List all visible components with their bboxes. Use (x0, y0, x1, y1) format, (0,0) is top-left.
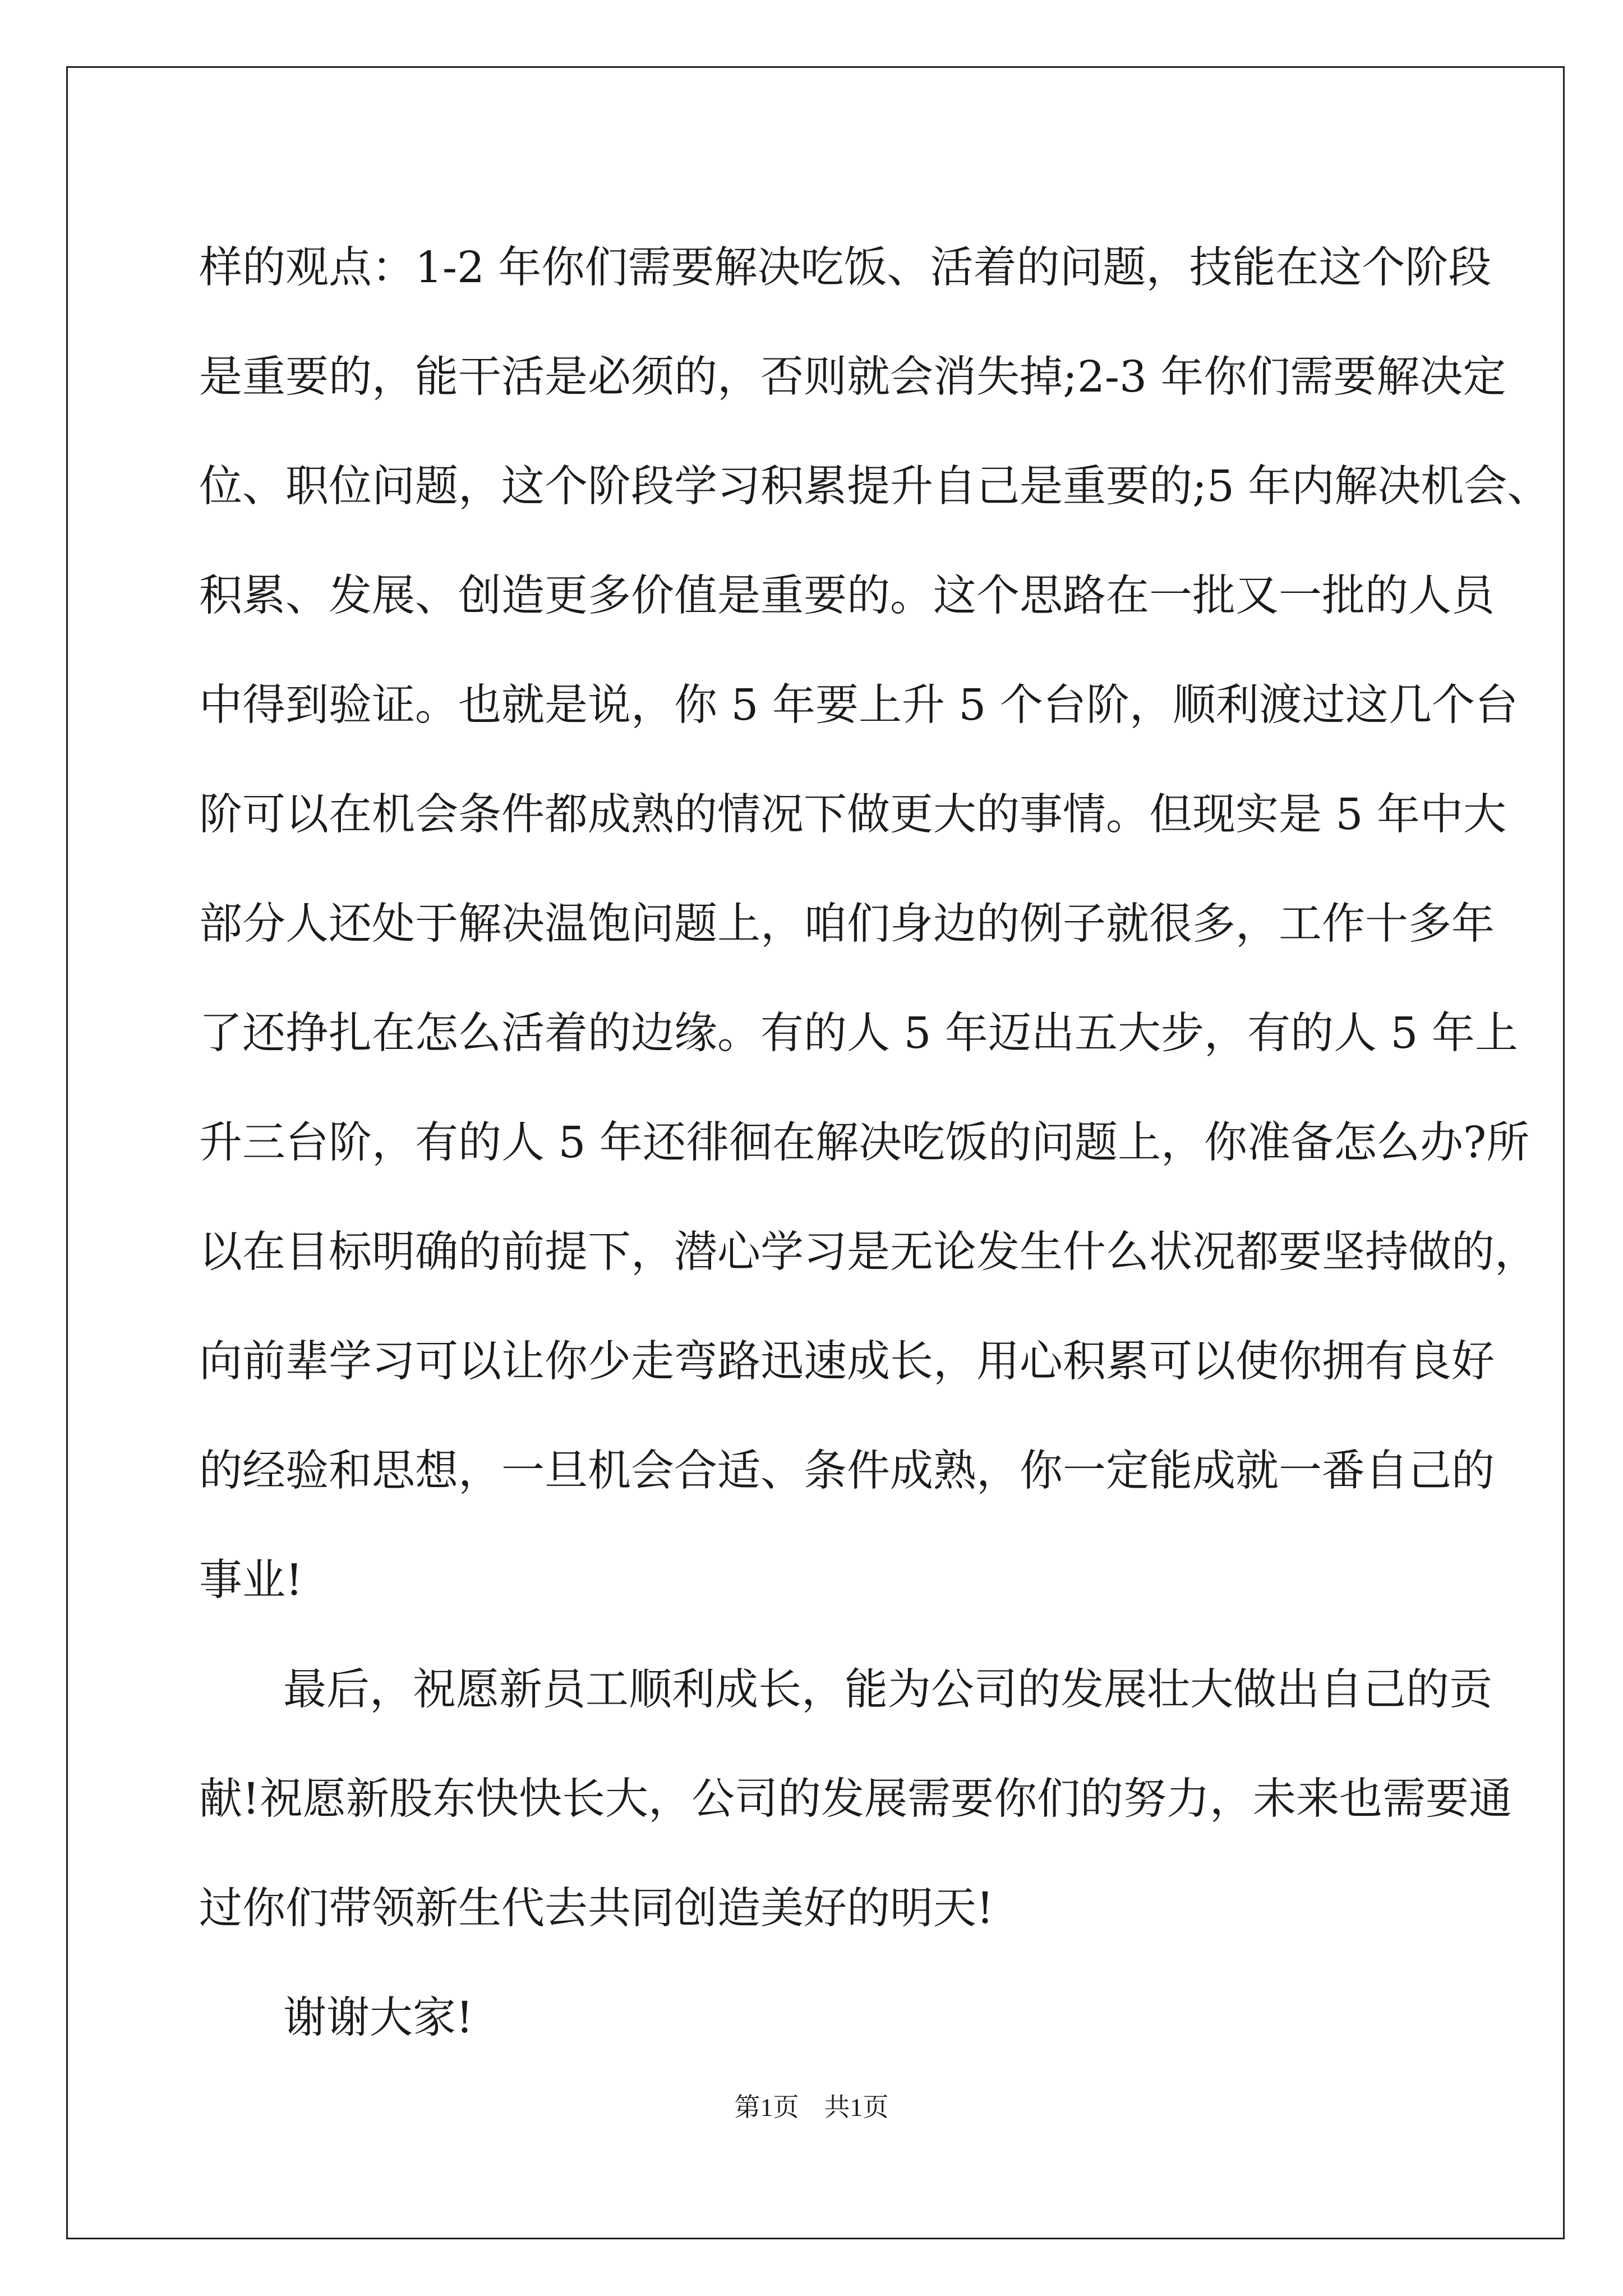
text-line: 以在目标明确的前提下，潜心学习是无论发生什么状况都要坚持做的， (199, 1227, 1538, 1277)
text-line: 向前辈学习可以让你少走弯路迅速成长，用心积累可以使你拥有良好 (199, 1337, 1495, 1387)
text-line: 中得到验证。也就是说，你 5 年要上升 5 个台阶，顺利渡过这几个台 (199, 680, 1518, 730)
page-number-total: 共1页 (824, 2093, 889, 2122)
text-line: 升三台阶，有的人 5 年还徘徊在解决吃饭的问题上，你准备怎么办?所 (199, 1118, 1530, 1168)
text-line: 最后，祝愿新员工顺利成长，能为公司的发展壮大做出自己的贡 (283, 1665, 1492, 1715)
text-line: 的经验和思想，一旦机会合适、条件成熟，你一定能成就一番自己的 (199, 1446, 1495, 1496)
text-line: 谢谢大家! (283, 1993, 473, 2043)
page-number-current: 第1页 (734, 2093, 799, 2122)
text-line: 位、职位问题，这个阶段学习积累提升自己是重要的;5 年内解决机会、 (199, 462, 1551, 512)
text-line: 是重要的，能干活是必须的，否则就会消失掉;2-3 年你们需要解决定 (199, 352, 1506, 402)
text-line: 积累、发展、创造更多价值是重要的。这个思路在一批又一批的人员 (199, 571, 1495, 621)
document-body (199, 213, 1551, 2073)
text-line: 过你们带领新生代去共同创造美好的明天! (199, 1884, 994, 1934)
text-line: 阶可以在机会条件都成熟的情况下做更大的事情。但现实是 5 年中大 (199, 790, 1506, 840)
text-line: 献!祝愿新股东快快长大，公司的发展需要你们的努力，未来也需要通 (199, 1774, 1512, 1824)
text-line: 样的观点：1-2 年你们需要解决吃饭、活着的问题，技能在这个阶段 (199, 243, 1492, 293)
text-line: 了还挣扎在怎么活着的边缘。有的人 5 年迈出五大步，有的人 5 年上 (199, 1009, 1518, 1059)
text-line: 部分人还处于解决温饱问题上，咱们身边的例子就很多，工作十多年 (199, 899, 1495, 949)
text-line: 事业! (199, 1556, 303, 1605)
page-footer (0, 2087, 1623, 2124)
